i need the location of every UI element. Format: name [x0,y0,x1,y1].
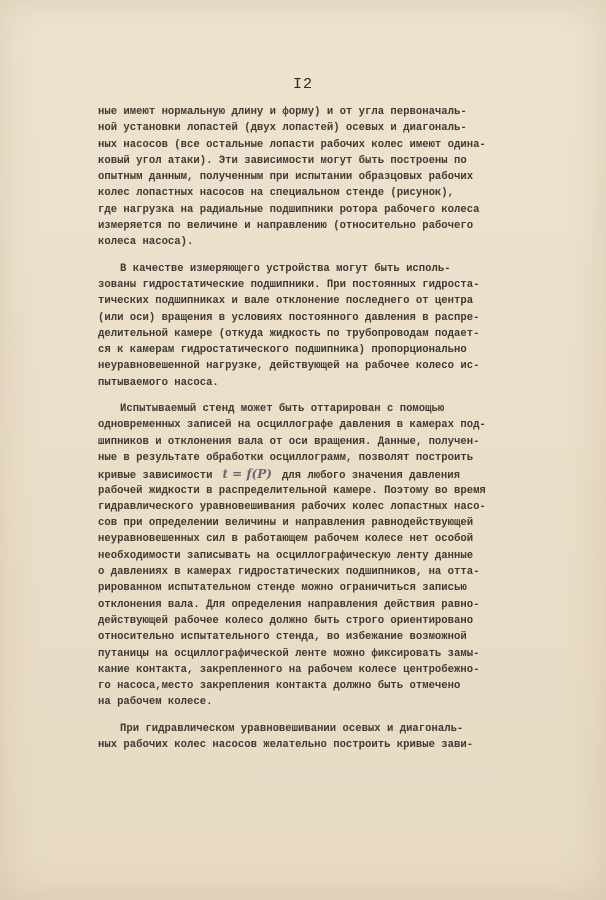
text-line: действующей рабочее колесо должно быть строго ориентировано [98,614,474,627]
text-line: колеса насоса). [98,236,194,249]
text-line: рабочей жидкости в распределительной камере. Поэтому во время [98,484,486,497]
text-line: одновременных записей на осциллографе давления в камерах под- [98,419,486,432]
text-line: о давлениях в камерах гидростатических подшипников, на отта- [98,566,480,579]
text-line: кание контакта, закрепленного на рабочем колесе центробежно- [98,663,480,676]
text-line: отклонения вала. Для определения направления действия равно- [98,598,480,611]
text-line: путаницы на осциллографической ленте можно фиксировать замы- [98,647,480,660]
page-number: I2 [292,76,313,93]
text-line: ных насосов (все остальные лопасти рабочих колес имеют одина- [98,138,486,151]
text-line: сов при определении величины и направления равнодействующей [98,517,474,530]
text-line: измеряется по величине и направлению (относительно рабочего [98,220,474,233]
text-line: тических подшипниках и вале отклонение последнего от центра [98,295,474,308]
text-line: зованы гидростатические подшипники. При постоянных гидроста- [98,278,480,291]
text-line: (или оси) вращения в условиях постоянного давления в распре- [98,311,480,324]
text-line: гидравлического уравновешивания рабочих колес лопастных насо- [98,500,486,513]
text-segment: для любого значения давления [281,470,460,483]
text-line: неуравновешенной нагрузке, действующей на рабочее колесо ис- [98,360,480,373]
text-line: опытным данным, полученным при испытании образцовых рабочих [98,171,474,184]
paragraph [98,401,518,711]
text-line: шипников и отклонения вала от оси вращения. Данные, получен- [98,435,480,448]
text-line: на рабочем колесе. [98,696,213,709]
text-line: Испытываемый стенд может быть оттарирован с помощью [120,403,445,416]
text-line: ковый угол атаки). Эти зависимости могут быть построены по [98,154,467,167]
paragraph [98,261,518,391]
text-line: пытываемого насоса. [98,376,219,389]
text-line [98,466,518,482]
paragraph-gap [98,711,518,721]
text-line: В качестве измеряющего устройства могут быть исполь- [120,262,451,275]
text-line: ные в результате обработки осциллограмм, позволят построить [98,451,474,464]
text-line: При гидравлическом уравновешивании осевых и диагональ- [120,722,464,735]
text-line: ной установки лопастей (двух лопастей) осевых и диагональ- [98,122,467,135]
text-line: го насоса,место закрепления контакта должно быть отмечено [98,680,461,693]
text-line: ных рабочих колес насосов желательно построить кривые зави- [98,738,474,751]
paragraph [98,721,518,754]
text-line: необходимости записывать на осциллографическую ленту данные [98,549,474,562]
text-line: делительной камере (откуда жидкость по трубопроводам подает- [98,327,480,340]
paragraph-gap [98,391,518,401]
text-segment: кривые зависимости [98,470,213,483]
text-line: ся к камерам гидростатического подшипника) пропорционально [98,344,467,357]
text-line: неуравновешенных сил в работающем рабочем колесе нет особой [98,533,474,546]
text-line: рированном испытательном стенде можно ограничиться записью [98,582,467,595]
handwritten-formula: t = f(P) [222,467,272,482]
text-line: колес лопастных насосов на специальном стенде (рисунок), [98,187,455,200]
paragraph-gap [98,251,518,261]
text-line: ные имеют нормальную длину и форму) и от угла первоначаль- [98,106,467,118]
text-line: относительно испытательного стенда, во избежание возможной [98,631,467,644]
paragraph [98,104,518,251]
text-line: где нагрузка на радиальные подшипники ротора рабочего колеса [98,203,480,216]
document-body [98,104,518,753]
